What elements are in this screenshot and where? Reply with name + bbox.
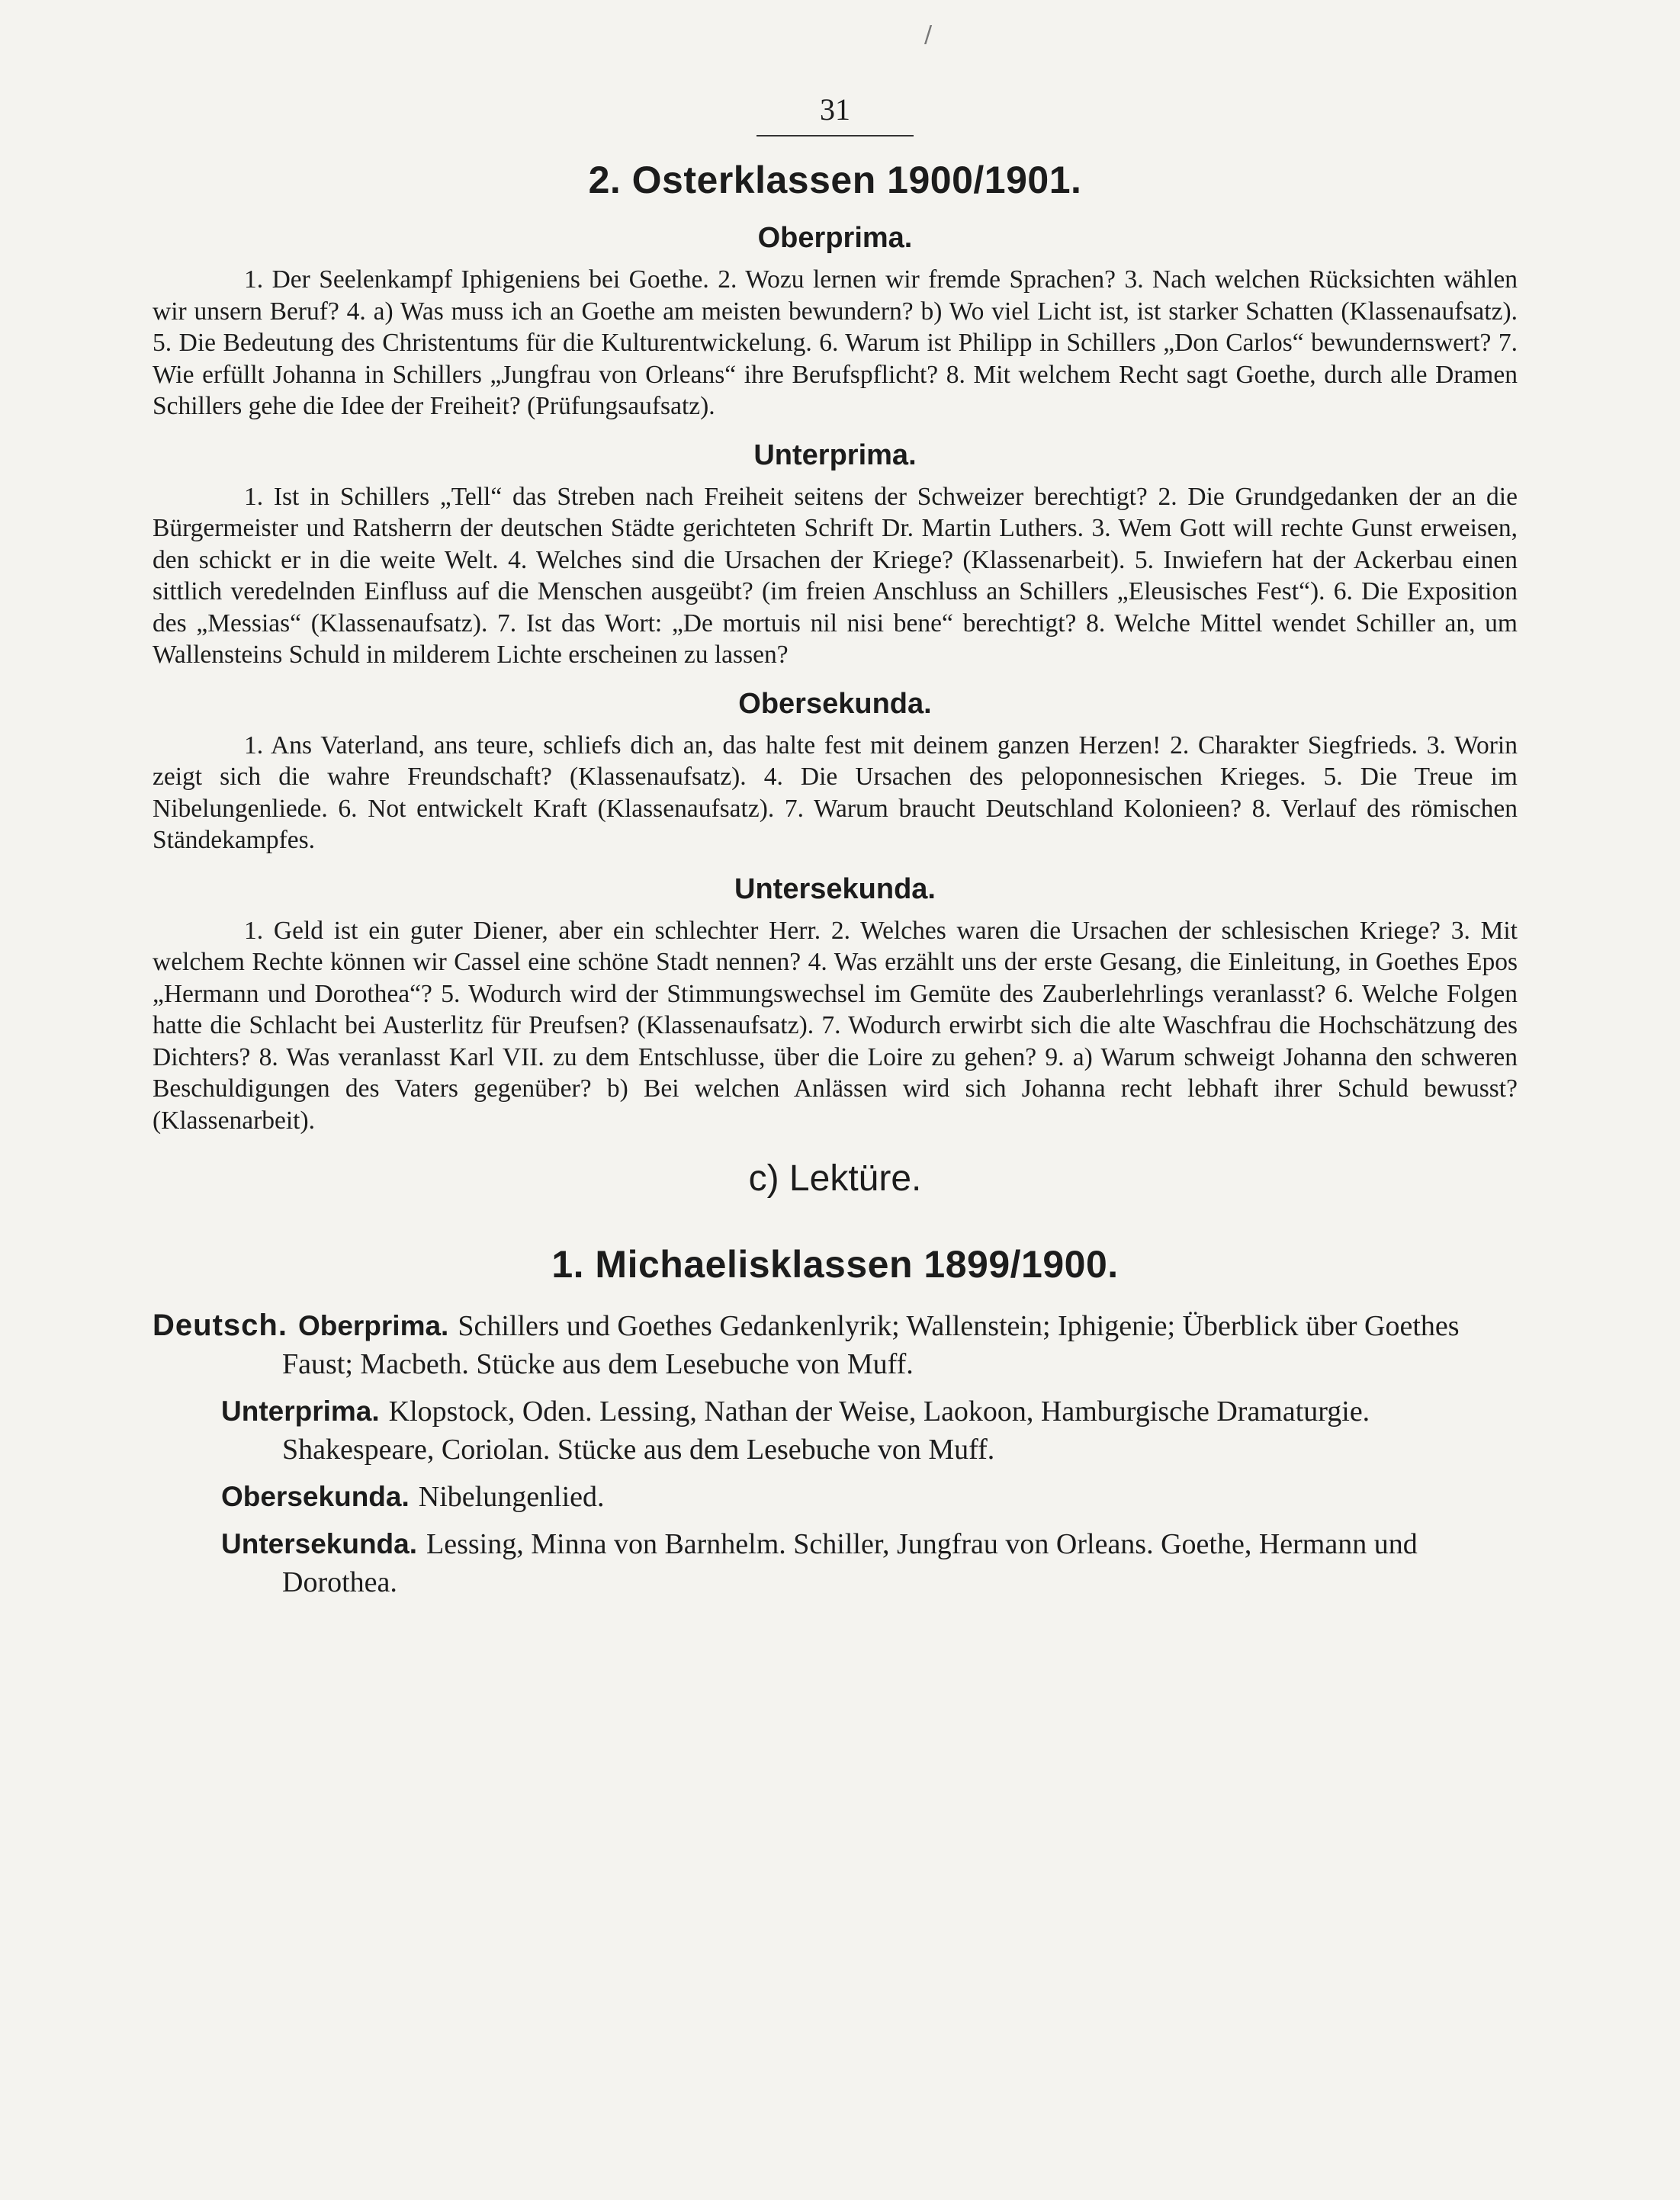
section-obersekunda (153, 688, 1518, 856)
reading-entry-untersekunda (153, 1525, 1518, 1601)
page-number-rule (756, 135, 914, 136)
section-text: 1. Ist in Schillers „Tell“ das Streben nach Freiheit seitens der Schweizer berechtigt? 2. Die Grundgedanken der an die Bürgermeister und Ratsherrn der deutschen Städte gerichteten Schrift Dr. Martin Luthers. 3. Wem Gott will rechte Gunst erweisen, den schickt er in die weite Welt. 4. Welches sind die Ursachen der Kriege? (Klassenarbeit). 5. Inwiefern hat der Ackerbau einen sittlich veredelnden Einfluss auf die Menschen ausgeübt? (im freien Anschluss an Schillers „Eleusisches Fest“). 6. Die Exposition des „Messias“ (Klassenaufsatz). 7. Ist das Wort: „De mortuis nil nisi bene“ berechtigt? 8. Welche Mittel wendet Schiller an, um Wallensteins Schuld in milderem Lichte erscheinen zu lassen? (153, 482, 1518, 669)
section-text: 1. Geld ist ein guter Diener, aber ein schlechter Herr. 2. Welches waren die Ursachen der schlesischen Kriege? 3. Mit welchem Rechte können wir Cassel eine schöne Stadt nennen? 4. Was erzählt uns der erste Gesang, die Einleitung, in Goethes Epos „Hermann und Dorothea“? 5. Wodurch wird der Stimmungswechsel im Gemüte des Zauberlehrlings veranlasst? 6. Welche Folgen hatte die Schlacht bei Austerlitz für Preufsen? (Klassenaufsatz). 7. Wodurch erwirbt sich die alte Waschfrau die Hochschätzung des Dichters? 8. Was veranlasst Karl VII. zu dem Entschlusse, über die Loire zu gehen? 9. a) Warum schweigt Johanna den schweren Beschuldigungen des Vaters gegenüber? b) Bei welchen Anlässen wird sich Johanna recht lebhaft ihrer Schuld bewusst? (Klassenarbeit). (153, 916, 1518, 1135)
section-title: Unterprima. (753, 438, 917, 471)
reading-text: Klopstock, Oden. Lessing, Nathan der Weise, Laokoon, Hamburgische Dramaturgie. Shakespeare, Coriolan. Stücke aus dem Lesebuche von Muff. (282, 1395, 1370, 1466)
class-label: Obersekunda. (221, 1481, 410, 1512)
subject-label: Deutsch. (153, 1309, 287, 1342)
page (153, 92, 1518, 1611)
section-title: Oberprima. (757, 222, 913, 254)
reading-text: Lessing, Minna von Barnhelm. Schiller, Jungfrau von Orleans. Goethe, Hermann und Dorothea. (282, 1528, 1418, 1598)
section-unterprima (153, 439, 1518, 671)
section-untersekunda (153, 873, 1518, 1137)
reading-entry-obersekunda (153, 1478, 1518, 1516)
reading-text: Schillers und Goethes Gedankenlyrik; Wallenstein; Iphigenie; Überblick über Goethes Faust; Macbeth. Stücke aus dem Lesebuche von Muff. (282, 1310, 1460, 1380)
michaelisklassen-heading: 1. Michaelisklassen 1899/1900. (551, 1243, 1119, 1286)
class-label: Oberprima. (297, 1310, 449, 1341)
osterklassen-heading: 2. Osterklassen 1900/1901. (588, 159, 1082, 201)
section-text: 1. Ans Vaterland, ans teure, schliefs dich an, das halte fest mit deinem ganzen Herzen! 2. Charakter Siegfrieds. 3. Worin zeigt sich die wahre Freundschaft? (Klassenaufsatz). 4. Die Ursachen des peloponnesischen Krieges. 5. Die Treue im Nibelungenliede. 6. Not entwickelt Kraft (Klassenaufsatz). 7. Warum braucht Deutschland Kolonieen? 8. Verlauf des römischen Ständekampfes. (153, 731, 1518, 854)
lekture-heading: c) Lektüre. (748, 1158, 922, 1199)
class-label: Unterprima. (221, 1395, 380, 1427)
section-title: Untersekunda. (734, 872, 936, 905)
page-number: 31 (820, 92, 850, 127)
section-oberprima (153, 222, 1518, 422)
reading-entry-unterprima (153, 1392, 1518, 1469)
section-title: Obersekunda. (738, 687, 932, 720)
reading-text: Nibelungenlied. (418, 1481, 605, 1513)
class-label: Untersekunda. (221, 1528, 418, 1559)
section-text: 1. Der Seelenkampf Iphigeniens bei Goethe. 2. Wozu lernen wir fremde Sprachen? 3. Nach welchen Rücksichten wählen wir unsern Beruf? 4. a) Was muss ich an Goethe am meisten bewundern? b) Wo viel Licht ist, ist starker Schatten (Klassenaufsatz). 5. Die Bedeutung des Christentums für die Kulturentwickelung. 6. Warum ist Philipp in Schillers „Don Carlos“ bewundernswert? 7. Wie erfüllt Johanna in Schillers „Jungfrau von Orleans“ ihre Berufspflicht? 8. Mit welchem Recht sagt Goethe, durch alle Dramen Schillers gehe die Idee der Freiheit? (Prüfungsaufsatz). (153, 265, 1518, 420)
reading-entry-oberprima (153, 1306, 1518, 1383)
pencil-mark: / (924, 21, 933, 48)
